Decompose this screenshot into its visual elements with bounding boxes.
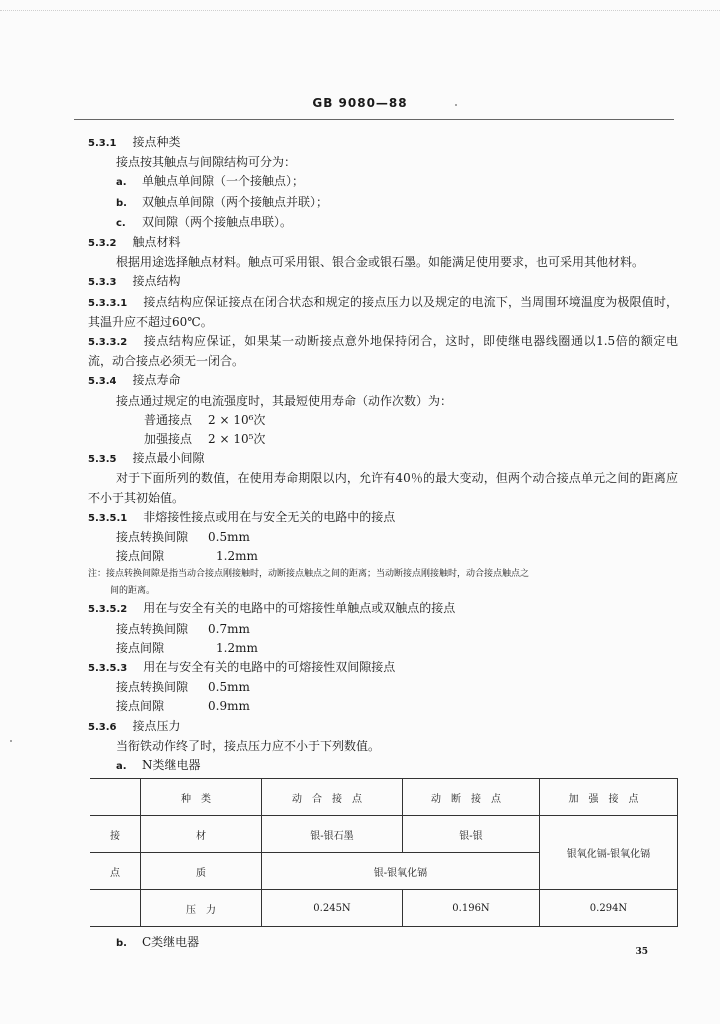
section-number: 5.3.5 xyxy=(88,454,117,466)
page-number: 35 xyxy=(635,947,648,957)
section-heading xyxy=(88,371,678,391)
section-number: 5.3.3.1 xyxy=(88,297,128,309)
table-cell: 压 力 xyxy=(141,890,262,927)
table-cell: 银-银氧化镉 xyxy=(262,853,540,890)
table-row-label: 接 xyxy=(90,816,141,853)
value-label: 接点转换间隙 xyxy=(116,680,189,695)
value-label: 接点间隙 xyxy=(116,699,165,714)
section-heading xyxy=(88,449,678,469)
page-top-rule xyxy=(0,10,720,11)
section-number: 5.3.2 xyxy=(88,238,117,250)
section-number: 5.3.3.2 xyxy=(88,337,128,349)
section-title: 非熔接性接点或用在与安全无关的电路中的接点 xyxy=(143,509,396,524)
section-heading xyxy=(88,599,678,619)
table-cell: 质 xyxy=(141,853,262,890)
paragraph: 接点按其触点与间隙结构可分为： xyxy=(116,155,297,170)
value: 0.5mm xyxy=(208,530,250,545)
section-title: 接点最小间隙 xyxy=(132,451,205,466)
table-cell: 银-银石墨 xyxy=(262,816,403,853)
table-header-cell: 加强接点 xyxy=(540,779,678,816)
list-item xyxy=(88,756,678,776)
value-row xyxy=(88,430,678,449)
list-text: 单触点单间隙（一个接触点）； xyxy=(142,174,305,189)
section-title: 接点寿命 xyxy=(132,373,181,388)
footnote-continuation: 间的距离。 xyxy=(110,586,156,597)
table-cell: 银氧化镉-银氧化镉 xyxy=(540,816,678,890)
table-cell: 0.196N xyxy=(403,890,540,927)
value: 0.5mm xyxy=(208,680,250,695)
list-marker: a. xyxy=(116,177,127,189)
header-rule xyxy=(74,119,674,120)
list-marker: b. xyxy=(116,197,127,209)
list-item xyxy=(88,933,678,953)
section-heading xyxy=(88,233,678,253)
table-row xyxy=(90,816,678,853)
value: 1.2mm xyxy=(216,640,258,655)
section-title: 用在与安全有关的电路中的可熔接性单触点或双触点的接点 xyxy=(143,601,456,616)
value: 2 × 10⁶次 xyxy=(208,412,266,427)
table-cell: 0.245N xyxy=(262,890,403,927)
value: 1.2mm xyxy=(216,549,258,564)
footnote: 注：接点转换间隙是指当动合接点刚接触时，动断接点触点之间的距离；当动断接点刚接触时，动合接点触点之 xyxy=(88,569,530,580)
value-row xyxy=(88,678,678,697)
scan-speck xyxy=(10,740,12,742)
section-number: 5.3.4 xyxy=(88,376,117,388)
value-label: 普通接点 xyxy=(144,412,193,427)
table-header-row xyxy=(90,779,678,816)
paragraph xyxy=(88,332,678,371)
paragraph-text: 接点结构应保证，如果某一动断接点意外地保持闭合，这时，即使继电器线圈通以1.5倍的额定电流，动合接点必须无一闭合。 xyxy=(88,334,678,369)
scan-speck xyxy=(455,104,457,106)
section-title: 触点材料 xyxy=(132,235,181,250)
section-number: 5.3.5.2 xyxy=(88,604,128,616)
value-label: 加强接点 xyxy=(144,432,193,447)
section-title: 接点种类 xyxy=(132,135,181,149)
value-row xyxy=(88,639,678,658)
list-text: N类继电器 xyxy=(142,758,201,773)
paragraph: 当衔铁动作终了时，接点压力应不小于下列数值。 xyxy=(116,738,381,753)
table-header-cell: 种类 xyxy=(141,779,262,816)
section-number: 5.3.1 xyxy=(88,138,117,149)
value-label: 接点转换间隙 xyxy=(116,530,189,545)
paragraph: 根据用途选择触点材料。触点可采用银、银合金或银石墨。如能满足使用要求，也可采用其他材料。 xyxy=(116,255,645,270)
list-marker: b. xyxy=(116,938,127,950)
value-label: 接点转换间隙 xyxy=(116,621,189,636)
section-number: 5.3.3 xyxy=(88,277,117,289)
section-title: 接点压力 xyxy=(132,718,181,733)
section-heading xyxy=(88,508,678,528)
value-row xyxy=(88,697,678,716)
section-number: 5.3.5.3 xyxy=(88,663,128,675)
value-row xyxy=(88,620,678,639)
list-item xyxy=(88,213,678,233)
list-text: 双触点单间隙（两个接触点并联）； xyxy=(142,194,329,209)
section-number: 5.3.5.1 xyxy=(88,512,128,524)
section-title: 接点结构 xyxy=(132,274,181,289)
section-heading xyxy=(88,658,678,678)
paragraph xyxy=(88,293,678,332)
list-item xyxy=(88,172,678,192)
section-heading xyxy=(88,272,678,292)
table-header-cell: 动合接点 xyxy=(262,779,403,816)
value-label: 接点间隙 xyxy=(116,640,165,655)
table-row-label: 点 xyxy=(90,853,141,890)
table-header-cell: 动断接点 xyxy=(403,779,540,816)
table-row xyxy=(90,890,678,927)
section-heading xyxy=(88,133,678,153)
value-row xyxy=(88,547,678,566)
section-number: 5.3.6 xyxy=(88,721,117,733)
paragraph-text: 接点结构应保证接点在闭合状态和规定的接点压力以及规定的电流下，当周围环境温度为极限值时，其温升应不超过60℃。 xyxy=(88,294,678,329)
paragraph: 对于下面所列的数值，在使用寿命期限以内，允许有40％的最大变动，但两个动合接点单元之间的距离应不小于其初始值。 xyxy=(88,471,678,505)
value: 0.7mm xyxy=(208,621,250,636)
list-text: 双间隙（两个接触点串联）。 xyxy=(142,214,293,229)
document-body xyxy=(88,133,678,954)
table-cell xyxy=(90,779,141,816)
standard-header: GB 9080—88 xyxy=(312,96,408,110)
table-cell: 银-银 xyxy=(403,816,540,853)
value: 0.9mm xyxy=(208,699,250,714)
list-item xyxy=(88,193,678,213)
value-label: 接点间隙 xyxy=(116,549,165,564)
value-row xyxy=(88,411,678,430)
list-text: C类继电器 xyxy=(142,935,200,950)
contact-pressure-table xyxy=(90,778,678,927)
section-heading xyxy=(88,717,678,737)
list-marker: c. xyxy=(116,217,126,229)
value: 2 × 10⁵次 xyxy=(208,432,266,447)
table-cell xyxy=(90,890,141,927)
table-cell: 0.294N xyxy=(540,890,678,927)
contact-pressure-table-wrap xyxy=(88,778,678,927)
section-title: 用在与安全有关的电路中的可熔接性双间隙接点 xyxy=(143,660,396,675)
list-marker: a. xyxy=(116,761,127,773)
paragraph: 接点通过规定的电流强度时，其最短使用寿命（动作次数）为： xyxy=(116,393,453,408)
value-row xyxy=(88,528,678,547)
table-cell: 材 xyxy=(141,816,262,853)
